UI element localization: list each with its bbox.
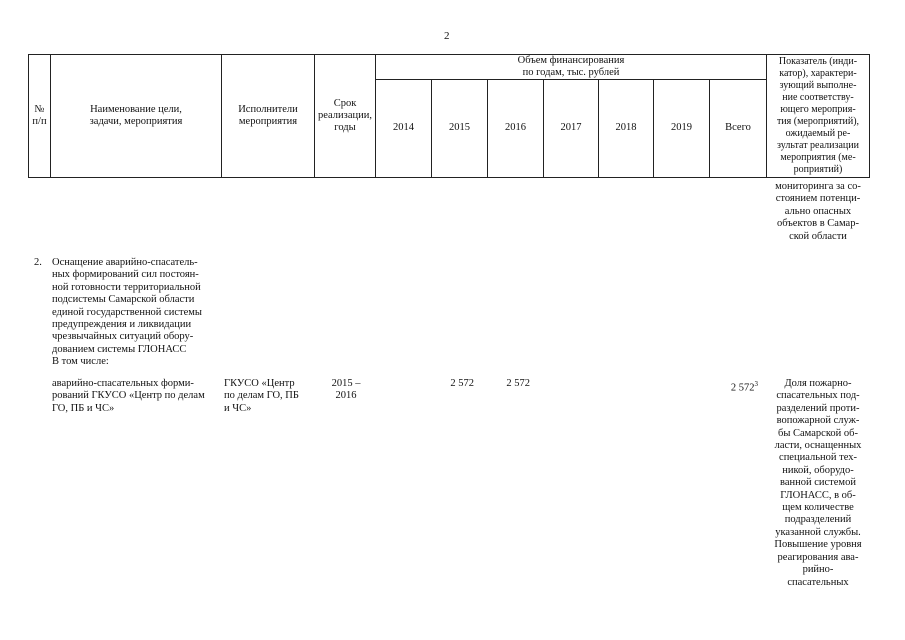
header-total: Всего <box>709 79 767 178</box>
header-funding: Объем финансирования по годам, тыс. рублей <box>375 54 767 80</box>
header-period: Срок реализации, годы <box>314 54 376 178</box>
header-year-2017: 2017 <box>543 79 599 178</box>
table-header <box>28 54 870 178</box>
item-2-text: Оснащение аварийно-спасатель- ных формирований сил постоян- ной готовности территориальной подсистемы Самарской области единой государственной системы предупреждения и ликвидации чрезвычайных ситуаций обору- дованием системы ГЛОНАСС В том числе: <box>52 257 202 368</box>
header-name: Наименование цели, задачи, мероприятия <box>50 54 222 178</box>
header-year-2018: 2018 <box>598 79 654 178</box>
indicator-continuation: мониторинга за со- стоянием потенци- ально опасных объектов в Самар- ской области <box>775 181 861 242</box>
subitem-period: 2015 – 2016 <box>331 378 361 402</box>
header-year-2016: 2016 <box>487 79 544 178</box>
subitem-name: аварийно-спасательных форми- рований ГКУСО «Центр по делам ГО, ПБ и ЧС» <box>52 378 205 414</box>
item-2-number: 2. <box>34 257 42 268</box>
subitem-indicator: Доля пожарно- спасательных под- разделений проти- вопожарной служ- бы Самарской об- ласти, оснащенных специальной тех- никой, оборудо- ванной системой ГЛОНАСС, в об- щем количестве подразделений указанной службы. Повышение уровня реагирования ава- рийно- спасательных <box>774 378 862 588</box>
subitem-value-2015: 2 572 <box>450 378 474 389</box>
header-year-2019: 2019 <box>653 79 710 178</box>
header-indicator: Показатель (инди- катор), характери- зующий выполне- ние соответству- ющего мероприя- тия (мероприятий), ожидаемый ре- зультат реализации мероприятия (ме- роприятий) <box>766 54 870 178</box>
header-executors: Исполнители мероприятия <box>221 54 315 178</box>
subitem-value-2016: 2 572 <box>506 378 530 389</box>
header-year-2014: 2014 <box>375 79 432 178</box>
subitem-total <box>716 378 758 395</box>
header-num: № п/п <box>28 54 51 178</box>
subitem-executor: ГКУСО «Центр по делам ГО, ПБ и ЧС» <box>224 378 299 414</box>
subitem-total-footnote: 3 <box>754 380 758 388</box>
subitem-total-value: 2 572 <box>730 382 755 394</box>
page-number: 2 <box>444 30 450 42</box>
header-year-2015: 2015 <box>431 79 488 178</box>
